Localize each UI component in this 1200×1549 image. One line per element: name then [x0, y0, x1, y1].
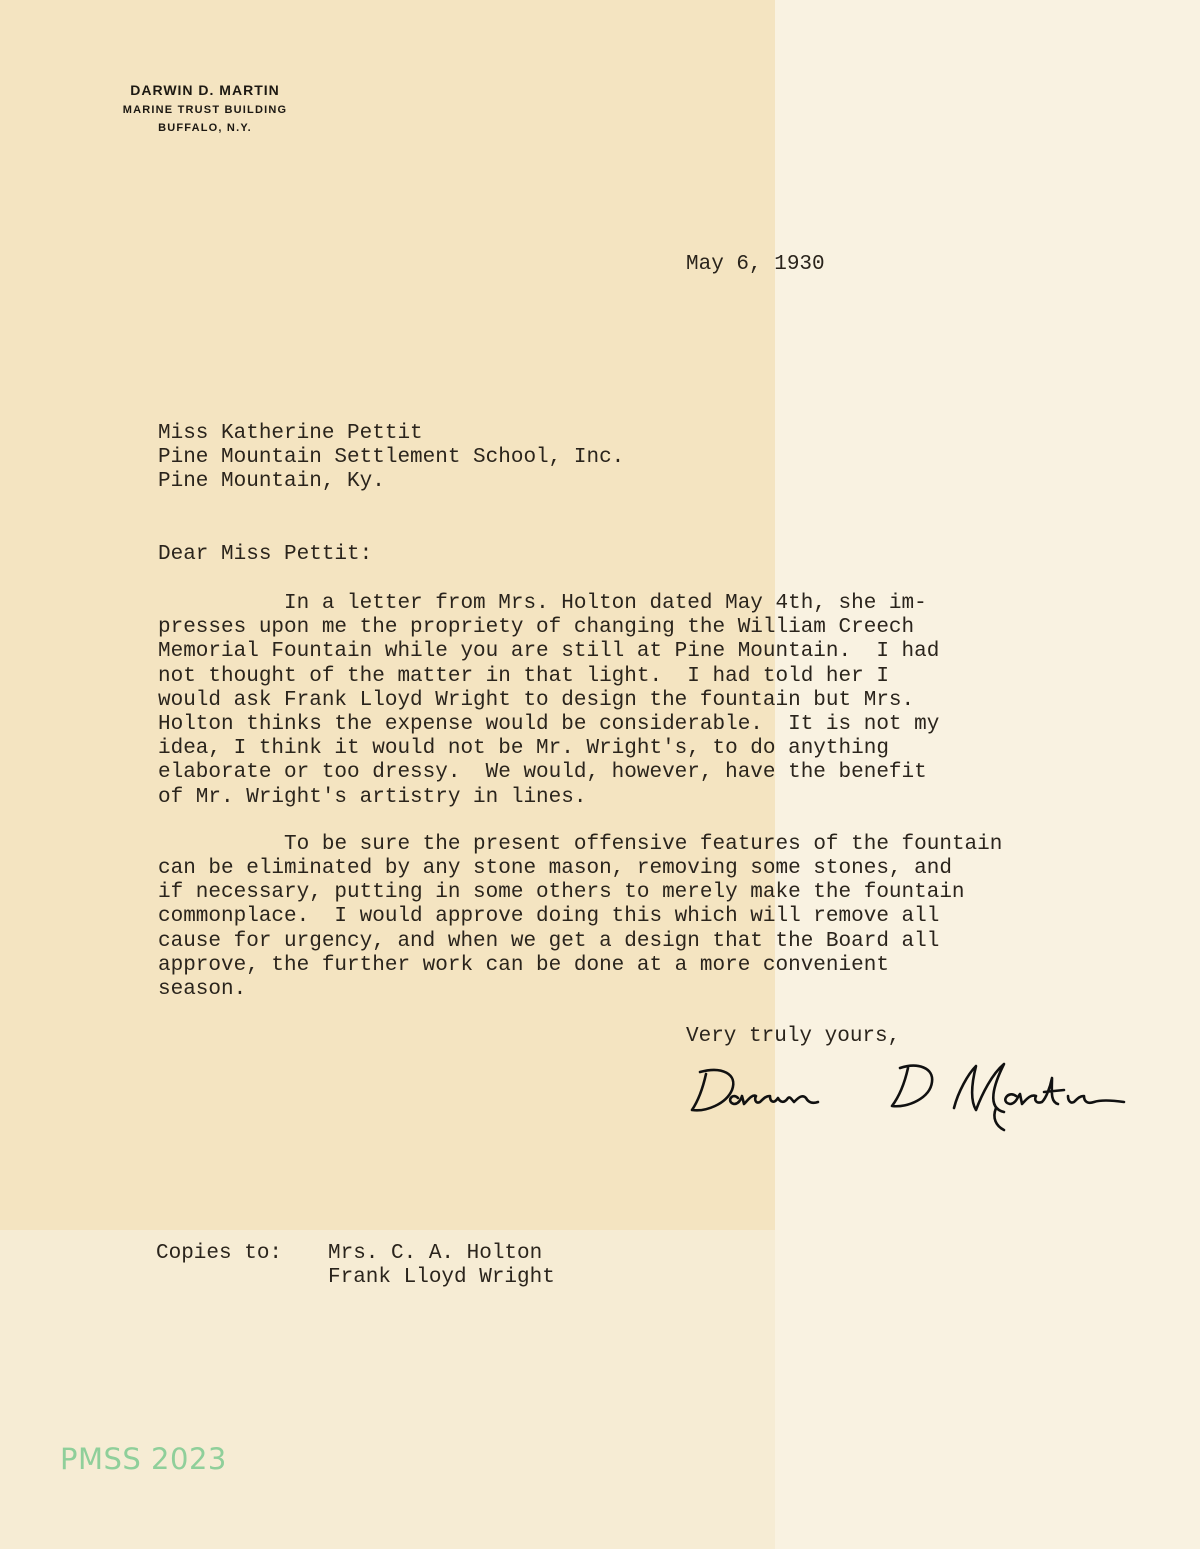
copies-to — [156, 1242, 555, 1290]
recipient-location: Pine Mountain, Ky. — [158, 470, 385, 493]
copy-recipient: Frank Lloyd Wright — [328, 1266, 555, 1289]
letterhead — [100, 82, 310, 140]
letterhead-building: MARINE TRUST BUILDING — [122, 104, 288, 116]
handwritten-signature — [686, 1052, 1136, 1139]
closing: Very truly yours, — [686, 1025, 901, 1048]
archive-watermark: PMSS 2023 — [60, 1442, 227, 1476]
copies-label: Copies to: — [156, 1242, 283, 1265]
salutation: Dear Miss Pettit: — [158, 543, 373, 566]
letter-body — [158, 592, 1088, 1025]
letterhead-name: DARWIN D. MARTIN — [130, 82, 280, 98]
letter-date: May 6, 1930 — [686, 253, 825, 276]
recipient-organization: Pine Mountain Settlement School, Inc. — [158, 446, 625, 469]
recipient-address — [158, 422, 624, 494]
body-paragraph-2: To be sure the present offensive features of the fountain can be eliminated by any stone mason, removing some stones, and if necessary, putting in some others to merely make the fountain commonplace. I would approve doing this which will remove all cause for urgency, and when we get a design that the Board all approve, the further work can be done at a more convenient season. — [158, 832, 1003, 1002]
copy-recipient: Mrs. C. A. Holton — [328, 1242, 543, 1265]
copies-list — [328, 1242, 555, 1290]
body-paragraph-1: In a letter from Mrs. Holton dated May 4th, she im- presses upon me the propriety of changing the William Creech Memorial Fountain while you are still at Pine Mountain. I had not thought of the matter in that light. I had told her I would ask Frank Lloyd Wright to design the fountain but Mrs. Holton thinks the expense would be considerable. It is not my idea, I think it would not be Mr. Wright's, to do anything elaborate or too dressy. We would, however, have the benefit of Mr. Wright's artistry in lines. — [158, 592, 940, 809]
letterhead-city: BUFFALO, N.Y. — [158, 122, 252, 134]
recipient-name: Miss Katherine Pettit — [158, 422, 423, 445]
